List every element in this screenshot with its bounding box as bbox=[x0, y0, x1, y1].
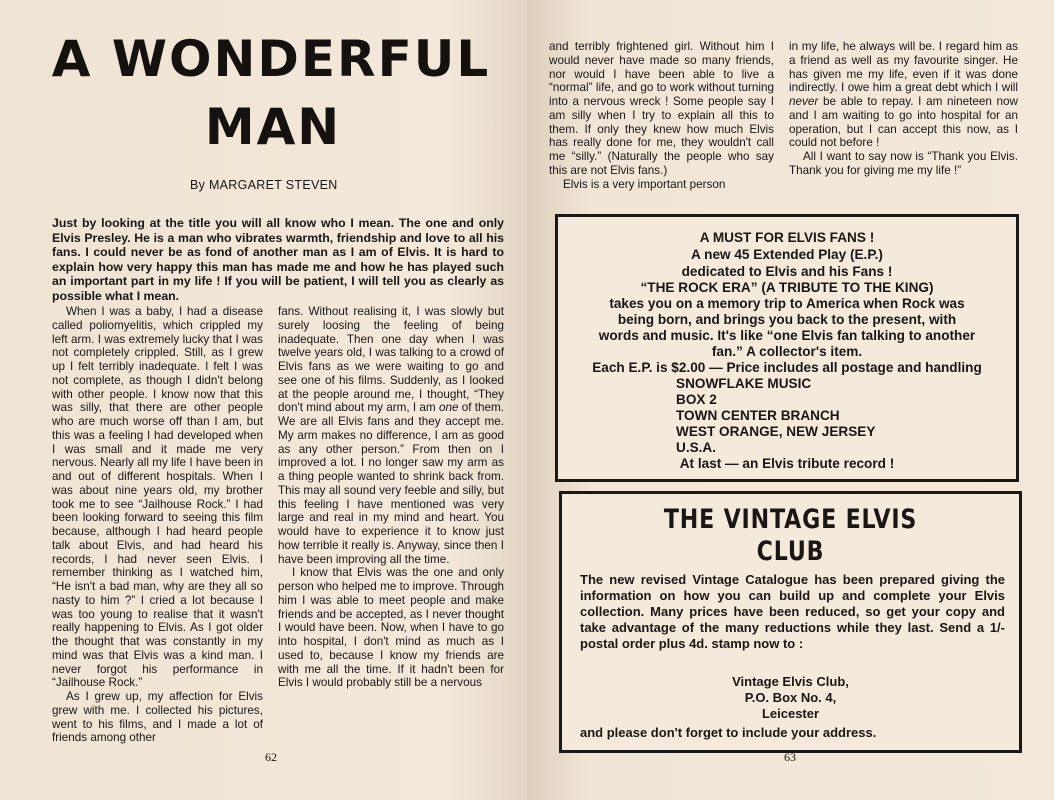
ad-line: takes you on a memory trip to America when Rock was bbox=[609, 296, 965, 311]
paragraph: and terribly frightened girl. Without him I would never have made so many friends, nor would I have been able to live a “normal” life, and go to work without turning into a nervous wreck ! Some people say I am silly when I try to explain all this to them. If only they knew how much Elvis has really done for me, they wouldn't call me “silly.” (Naturally the people who say this are not Elvis fans.) bbox=[549, 40, 774, 177]
ad-address-line: BOX 2 bbox=[676, 392, 717, 407]
paragraph: When I was a baby, I had a disease called poliomyelitis, which crippled my left arm. I was extremely lucky that I was not completely crippled. Still, as I grew up I felt terribly inadequate. I felt I was not complete, as though I didn't belong with other people. I know now that this was silly, that there are other people who are much worse off than I am, but this was a feeling I had developed when I was small and it made me very nervous. Nearly all my life I have been in and out of different hospitals. When I was about nine years old, my brother took me to see “Jailhouse Rock.” I had been looking forward to seeing this film because, although I had heard people talk about Elvis, and had heard his records, I had never seen Elvis. I remember thinking as I watched him, “He isn't a bad man, why are they all so nasty to him ?” I cried a lot because I was too young to realise that it wasn't really happening to Elvis. As I got older the thought that was constantly in my mind was that Elvis was a kind man. I never forgot his performance in “Jailhouse Rock.” bbox=[52, 305, 263, 690]
paragraph: I know that Elvis was the one and only person who helped me to improve. Through him I was able to meet people and make friends and be accepted, as I never thought I would have been. Now, when I have to go into hospital, I don't mind as much as I used to, because I know my friends are with me all the time. If it hadn't been for Elvis I would probably still be a nervous bbox=[278, 566, 504, 690]
ad-line: words and music. It's like “one Elvis fan talking to another bbox=[598, 328, 976, 343]
paragraph bbox=[789, 40, 1018, 150]
right-column-2 bbox=[789, 40, 1018, 178]
ad-closing: and please don't forget to include your address. bbox=[580, 725, 877, 740]
ad-body: The new revised Vintage Catalogue has been prepared giving the information on how you can build up and complete your Elvis collection. Many prices have been reduced, so get your copy and take advantage of the many reductions while they last. Send a 1/- postal order plus 4d. stamp now to : bbox=[580, 572, 1005, 651]
left-column-1 bbox=[52, 305, 263, 745]
paragraph bbox=[278, 305, 504, 566]
ad-line: dedicated to Elvis and his Fans ! bbox=[681, 264, 893, 279]
text-run: of them. We are all Elvis fans and they accept me. My arm makes no difference, I am as good as any other person.” From then on I improved a lot. I no longer saw my arm as a thing people wanted to shrink back from. This may all sound very feeble and silly, but this feeling I have mentioned was very large and real in my mind and heart. You would have to experience it to know just how terrible it really is. Anyway, since then I have been improving all the time. bbox=[278, 401, 504, 566]
ad-closing: At last — an Elvis tribute record ! bbox=[679, 456, 895, 471]
ad-line: Each E.P. is $2.00 — Price includes all postage and handling bbox=[592, 360, 982, 375]
article-intro: Just by looking at the title you will all know who I mean. The one and only Elvis Presley. He is a man who vibrates warmth, friendship and love to all his fans. I could never be as fond of another man as I am of Elvis. It is hard to explain how very happy this man has made me and how he has played such an important part in my life ! If you will be patient, I will tell you as clearly as possible what I mean. bbox=[52, 216, 504, 303]
ad-line: “THE ROCK ERA” (A TRIBUTE TO THE KING) bbox=[640, 280, 934, 295]
ad-line: being born, and brings you back to the present, with bbox=[617, 312, 957, 327]
left-column-2 bbox=[278, 305, 504, 690]
paragraph: As I grew up, my affection for Elvis grew with me. I collected his pictures, went to his films, and I made a lot of friends among other bbox=[52, 690, 263, 745]
emphasis-text: never bbox=[789, 95, 819, 108]
ad-line: A new 45 Extended Play (E.P.) bbox=[691, 247, 883, 262]
ad-title-line-2: CLUB bbox=[756, 536, 825, 567]
ad-headline: A MUST FOR ELVIS FANS ! bbox=[699, 230, 875, 245]
ad-address-line: Leicester bbox=[761, 706, 820, 721]
ad-address-line: P.O. Box No. 4, bbox=[744, 690, 837, 705]
ad-address-line: Vintage Elvis Club, bbox=[732, 674, 849, 689]
article-title-line-2: MAN bbox=[204, 98, 342, 156]
ad-line: fan.” A collector's item. bbox=[711, 344, 863, 359]
article-byline: By MARGARET STEVEN bbox=[190, 178, 338, 192]
ad-title-line-1: THE VINTAGE ELVIS bbox=[663, 504, 918, 535]
article-title-line-1: A WONDERFUL bbox=[51, 30, 491, 88]
text-run: fans. Without realising it, I was slowly but surely loosing the feeling of being inadequate. Then one day when I was twelve years old, I was talking to a crowd of Elvis fans as we were waiting to go and see one of his films. Suddenly, as I looked at the people around me, I thought, “They don't mind about my arm, I am bbox=[278, 305, 504, 415]
ad-address-line: SNOWFLAKE MUSIC bbox=[676, 376, 812, 391]
text-run: in my life, he always will be. I regard him as a friend as well as my favourite singer. He has given me my life, even if it was done indirectly. I owe him a great debt which I will bbox=[789, 40, 1018, 95]
ad-address-line: WEST ORANGE, NEW JERSEY bbox=[676, 424, 876, 439]
page-number-left: 62 bbox=[265, 750, 277, 764]
paragraph: All I want to say now is “Thank you Elvis. Thank you for giving me my life !” bbox=[789, 150, 1018, 177]
emphasis-text: one bbox=[438, 401, 459, 415]
right-column-1 bbox=[549, 40, 774, 191]
ad-address-line: TOWN CENTER BRANCH bbox=[676, 408, 840, 423]
vintage-elvis-club-ad bbox=[559, 491, 1022, 753]
text-run: be able to repay. I am nineteen now and I am waiting to go into hospital for an operation, but I can accept this now, as I could not before ! bbox=[789, 95, 1018, 150]
page-number-right: 63 bbox=[784, 750, 796, 764]
paragraph: Elvis is a very important person bbox=[563, 177, 726, 191]
rock-era-ad bbox=[555, 214, 1019, 482]
ad-address-line: U.S.A. bbox=[676, 440, 717, 455]
